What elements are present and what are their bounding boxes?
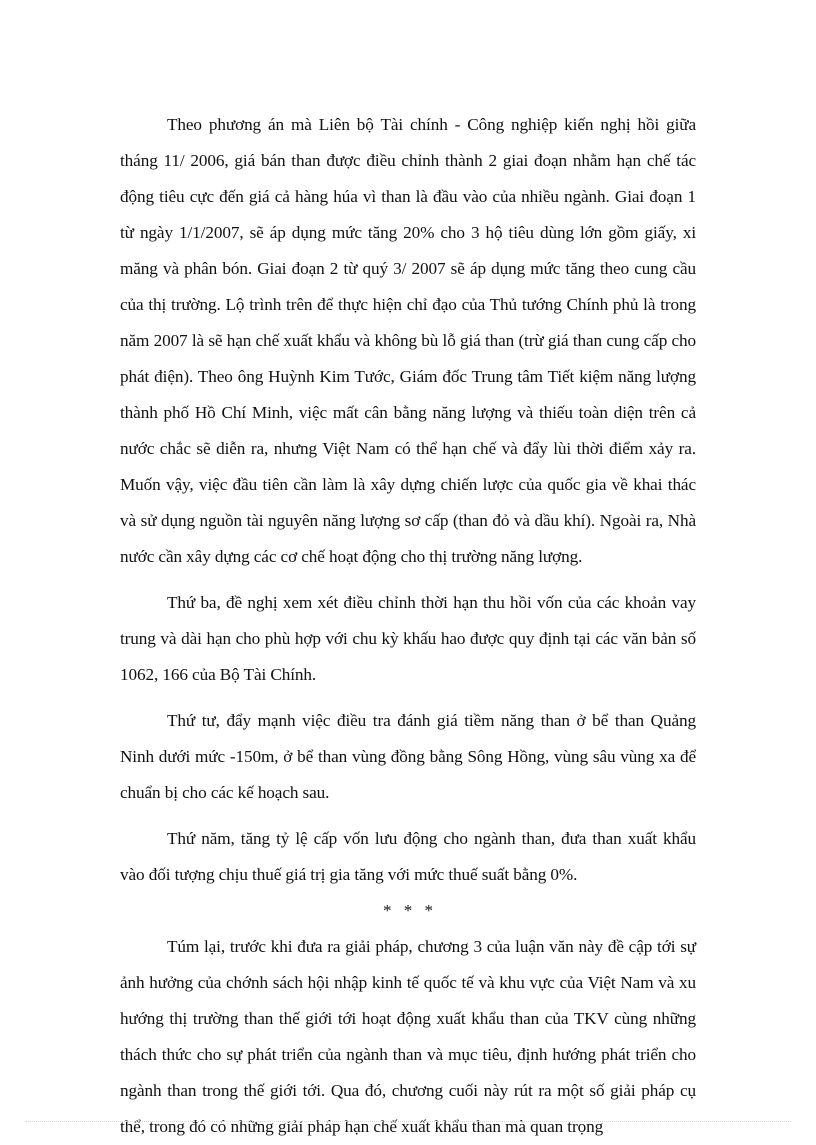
- paragraph-gap: [120, 693, 696, 703]
- page-bottom-border: [25, 1121, 791, 1122]
- paragraph-third-proposal: Thứ ba, đề nghị xem xét điều chỉnh thời hạn thu hồi vốn của các khoản vay trung và dài hạn cho phù hợp với chu kỳ khấu hao được quy định tại các văn bản số 1062, 166 của Bộ Tài Chính.: [120, 593, 696, 684]
- separator-asterisk: *: [424, 901, 433, 920]
- paragraph-coal-price-roadmap: Theo phương án mà Liên bộ Tài chính - Công nghiệp kiến nghị hồi giữa tháng 11/ 2006, giá bán than được điều chỉnh thành 2 giai đoạn nhằm hạn chế tác động tiêu cực đến giá cả hàng húa vì than là đầu vào của nhiều ngành. Giai đoạn 1 từ ngày 1/1/2007, sẽ áp dụng mức tăng 20% cho 3 hộ tiêu dùng lớn gồm giấy, xi măng và phân bón. Giai đoạn 2 từ quý 3/ 2007 sẽ áp dụng mức tăng theo cung cầu của thị trường. Lộ trình trên để thực hiện chỉ đạo của Thủ tướng Chính phủ là trong năm 2007 là sẽ hạn chế xuất khẩu và không bù lỗ giá than (trừ giá than cung cấp cho phát điện). Theo ông Huỳnh Kim Tước, Giám đốc Trung tâm Tiết kiệm năng lượng thành phố Hồ Chí Minh, việc mất cân bằng năng lượng và thiếu toàn diện trên cả nước chắc sẽ diễn ra, nhưng Việt Nam có thể hạn chế và đẩy lùi thời điểm xảy ra. Muốn vậy, việc đầu tiên cần làm là xây dựng chiến lược của quốc gia về khai thác và sử dụng nguồn tài nguyên năng lượng sơ cấp (than đỏ và dầu khí). Ngoài ra, Nhà nước cần xây dựng các cơ chế hoạt động cho thị trường năng lượng.: [120, 115, 696, 566]
- paragraph-summary: Túm lại, trước khi đưa ra giải pháp, chương 3 của luận văn này đề cập tới sự ảnh hưởng của chớnh sách hội nhập kinh tế quốc tế và khu vực của Việt Nam và xu hướng thị trường than thế giới tới hoạt động xuất khẩu than của TKV cùng những thách thức cho sự phát triển của ngành than và mục tiêu, định hướng phát triển cho ngành than trong thế giới tới. Qua đó, chương cuối này rút ra một số giải pháp cụ thể, trong đó có những giải pháp hạn chế xuất khẩu than mà quan trọng: [120, 937, 696, 1136]
- document-body: [120, 107, 696, 1145]
- separator-asterisk: *: [383, 901, 392, 920]
- paragraph-fourth-proposal: Thứ tư, đẩy mạnh việc điều tra đánh giá tiềm năng than ở bể than Quảng Ninh dưới mức -150m, ở bể than vùng đồng bằng Sông Hồng, vùng sâu vùng xa để chuẩn bị cho các kế hoạch sau.: [120, 711, 696, 802]
- separator-asterisk: *: [403, 901, 413, 920]
- paragraph-gap: [120, 811, 696, 821]
- paragraph-fifth-proposal: Thứ năm, tăng tỷ lệ cấp vốn lưu động cho ngành than, đưa than xuất khẩu vào đối tượng chịu thuế giá trị gia tăng với mức thuế suất bằng 0%.: [120, 829, 696, 884]
- paragraph-gap: [120, 575, 696, 585]
- section-separator: [120, 893, 696, 929]
